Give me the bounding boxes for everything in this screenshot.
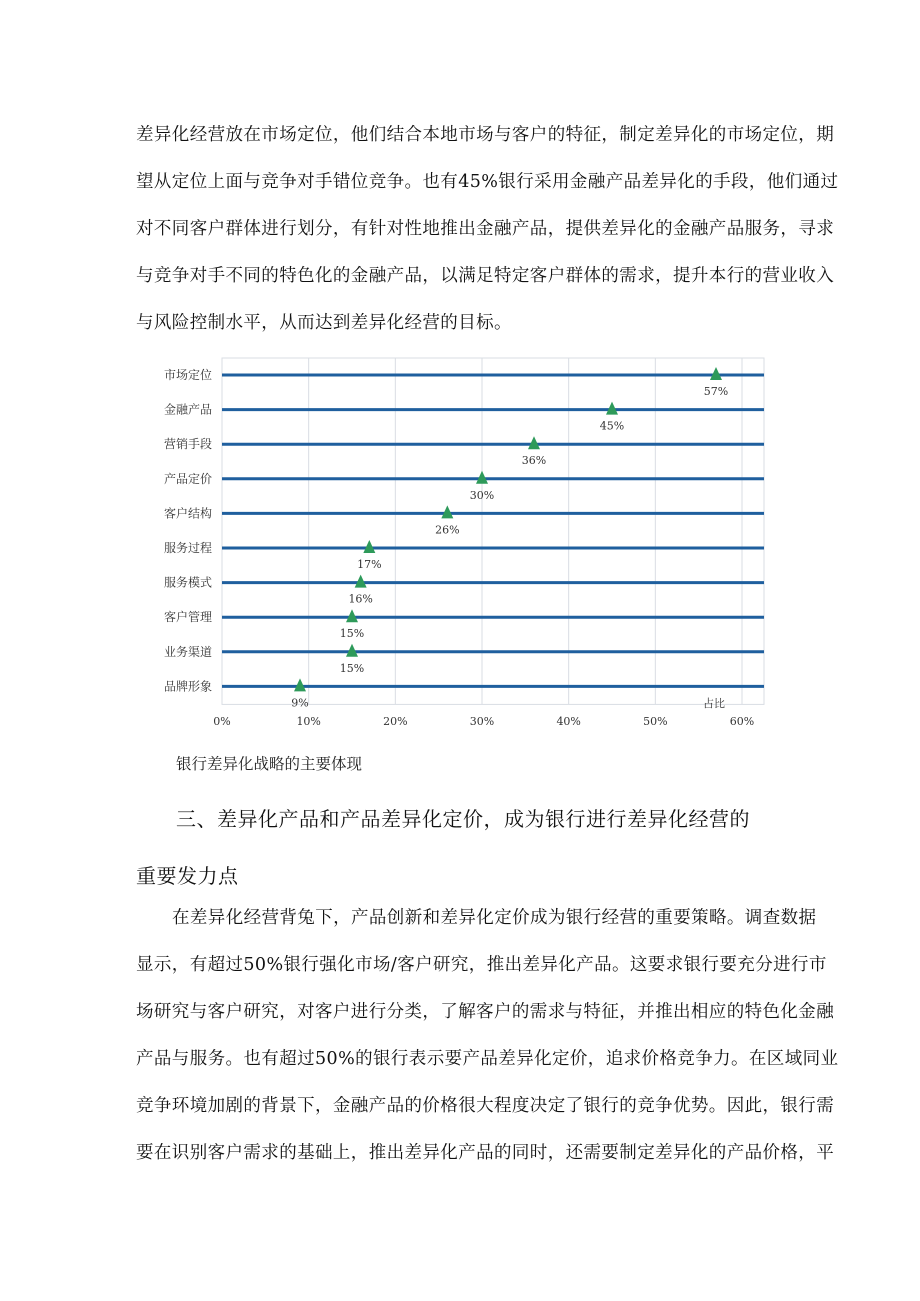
value-label: 16% xyxy=(348,592,373,606)
paragraph-line: 对不同客户群体进行划分，有针对性地推出金融产品，提供差异化的金融产品服务，寻求 xyxy=(136,219,835,239)
value-label: 36% xyxy=(521,454,547,468)
value-label: 17% xyxy=(357,558,382,571)
category-label: 服务模式 xyxy=(163,575,212,590)
x-tick-label: 0% xyxy=(213,715,231,728)
x-tick-label: 40% xyxy=(556,715,581,728)
chart-row xyxy=(164,540,764,571)
x-tick-label: 20% xyxy=(383,715,408,728)
category-label: 产品定价 xyxy=(163,471,212,486)
value-label: 15% xyxy=(339,627,365,641)
category-label: 客户管理 xyxy=(163,610,212,625)
paragraph-line: 产品与服务。也有超过50%的银行表示要产品差异化定价，追求价格竞争力。在区域同业 xyxy=(136,1049,839,1069)
chart-caption: 银行差异化战略的主要体现 xyxy=(176,755,363,773)
value-label: 57% xyxy=(703,385,729,398)
value-label: 45% xyxy=(599,419,625,433)
value-label: 9% xyxy=(291,696,309,710)
category-label: 客户结构 xyxy=(163,506,212,521)
category-label: 业务渠道 xyxy=(163,644,212,659)
value-label: 30% xyxy=(469,488,495,502)
value-label: 26% xyxy=(435,523,460,537)
body-paragraph-1 xyxy=(136,112,839,347)
chart-row xyxy=(164,644,764,675)
chart-row xyxy=(164,471,764,502)
paragraph-line: 与风险控制水平，从而达到差异化经营的目标。 xyxy=(136,313,512,333)
paragraph-line: 在差异化经营背兔下，产品创新和差异化定价成为银行经营的重要策略。调查数据 xyxy=(172,908,817,928)
chart-row xyxy=(164,402,764,433)
value-label: 15% xyxy=(339,661,365,675)
paragraph-line: 要在识别客户需求的基础上，推出差异化产品的同时，还需要制定差异化的产品价格，平 xyxy=(136,1143,835,1163)
paragraph-line: 竞争环境加剧的背景下，金融产品的价格很大程度决定了银行的竞争优势。因此，银行需 xyxy=(136,1096,835,1116)
paragraph-line: 场研究与客户研究，对客户进行分类，了解客户的需求与特征，并推出相应的特色化金融 xyxy=(136,1002,835,1022)
paragraph-line: 显示，有超过50%银行强化市场/客户研究，推出差异化产品。这要求银行要充分进行市 xyxy=(136,955,827,975)
paragraph-line: 与竞争对手不同的特色化的金融产品，以满足特定客户群体的需求，提升本行的营业收入 xyxy=(136,266,835,286)
x-tick-label: 10% xyxy=(296,715,321,728)
category-label: 市场定位 xyxy=(163,368,212,382)
category-label: 品牌形象 xyxy=(163,679,212,694)
chart-row xyxy=(164,436,764,467)
chart-row xyxy=(164,505,764,536)
value-marker xyxy=(355,575,367,588)
chart-row xyxy=(164,575,764,606)
chart-row xyxy=(164,367,764,398)
x-tick-label: 50% xyxy=(643,715,668,728)
section-heading-line-2: 重要发力点 xyxy=(136,864,239,888)
paragraph-line: 望从定位上面与竞争对手错位竞争。也有45%银行采用金融产品差异化的手段，他们通过 xyxy=(136,172,839,192)
chart-rows xyxy=(164,367,764,709)
x-axis-title: 占比 xyxy=(703,697,725,710)
category-label: 金融产品 xyxy=(163,402,212,417)
chart-x-axis xyxy=(213,715,754,728)
value-marker xyxy=(476,471,488,484)
x-tick-label: 30% xyxy=(469,715,495,728)
differentiation-strategy-chart xyxy=(148,350,780,735)
body-paragraph-2 xyxy=(136,895,839,1177)
category-label: 服务过程 xyxy=(163,541,212,555)
chart-row xyxy=(164,609,764,640)
x-tick-label: 60% xyxy=(729,715,755,728)
paragraph-line: 差异化经营放在市场定位，他们结合本地市场与客户的特征，制定差异化的市场定位，期 xyxy=(136,125,835,145)
section-heading-line-1: 三、差异化产品和产品差异化定价，成为银行进行差异化经营的 xyxy=(176,807,750,831)
category-label: 营销手段 xyxy=(163,437,212,452)
